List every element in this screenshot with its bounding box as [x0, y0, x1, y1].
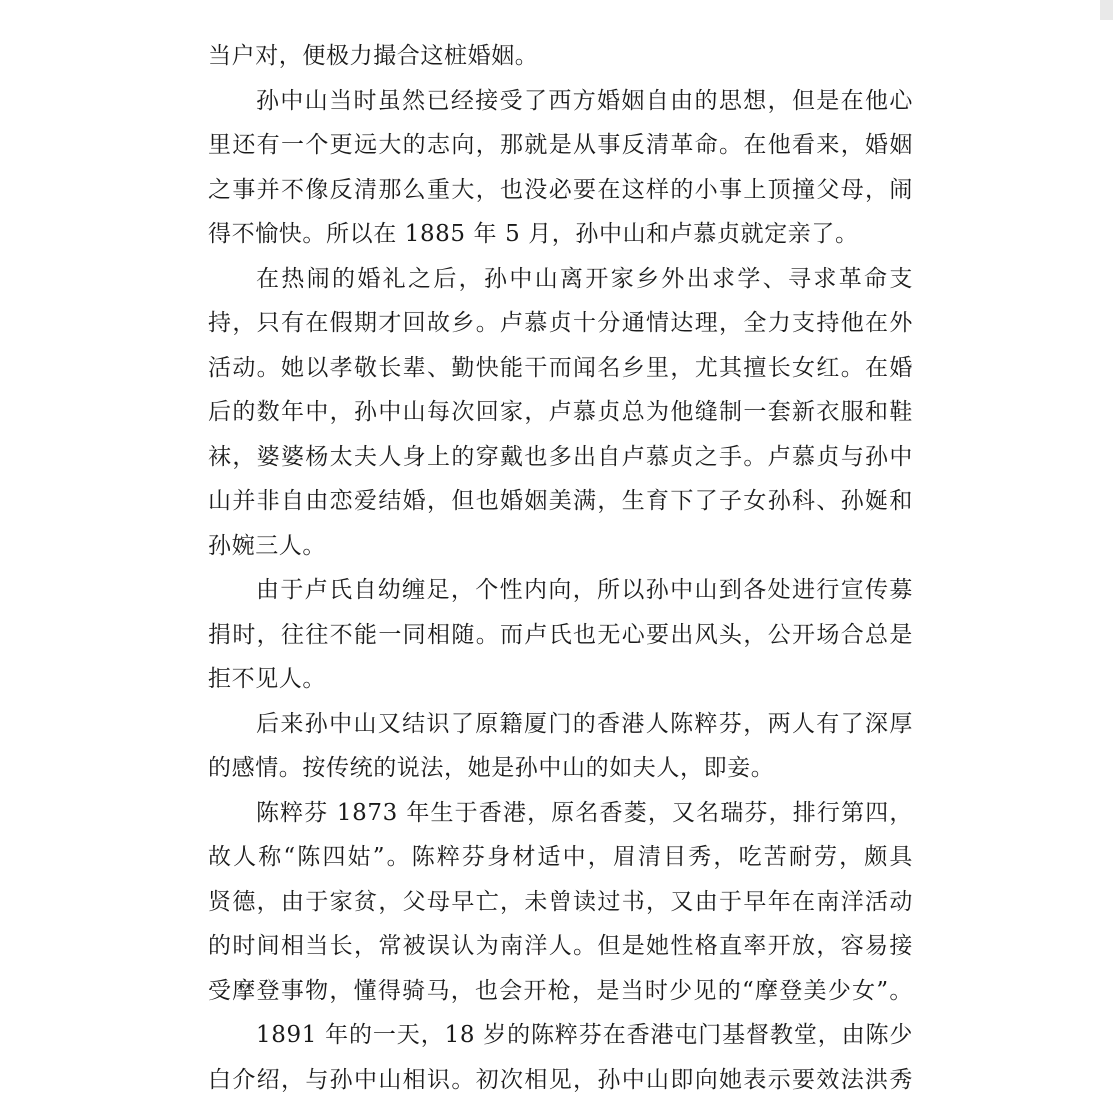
text-line: 袜，婆婆杨太夫人身上的穿戴也多出自卢慕贞之手。卢慕贞与孙中 [208, 443, 913, 470]
text-line: 的感情。按传统的说法，她是孙中山的如夫人，即妾。 [208, 755, 775, 781]
text-line: 贤德，由于家贫，父母早亡，未曾读过书，又由于早年在南洋活动 [208, 888, 913, 915]
text-line: 得不愉快。所以在 1885 年 5 月，孙中山和卢慕贞就定亲了。 [208, 221, 859, 247]
scan-corner-mark [1100, 0, 1113, 20]
text-line: 山并非自由恋爱结婚，但也婚姻美满，生育下了子女孙科、孙娫和 [208, 488, 913, 514]
text-line: 白介绍，与孙中山相识。初次相见，孙中山即向她表示要效法洪秀 [208, 1066, 913, 1093]
body-text [208, 34, 913, 1102]
text-line: 里还有一个更远大的志向，那就是从事反清革命。在他看来，婚姻 [208, 132, 913, 158]
text-line: 持，只有在假期才回故乡。卢慕贞十分通情达理，全力支持他在外 [208, 310, 913, 336]
text-line: 故人称“陈四姑”。陈粹芬身材适中，眉清目秀，吃苦耐劳，颇具 [208, 844, 913, 870]
text-line: 活动。她以孝敬长辈、勤快能干而闻名乡里，尤其擅长女红。在婚 [208, 354, 913, 381]
text-line: 拒不见人。 [208, 666, 326, 692]
text-line: 捐时，往往不能一同相随。而卢氏也无心要出风头，公开场合总是 [208, 621, 913, 648]
text-line: 之事并不像反清那么重大，也没必要在这样的小事上顶撞父母，闹 [208, 176, 913, 203]
text-line: 孙婉三人。 [208, 532, 326, 559]
text-line: 在热闹的婚礼之后，孙中山离开家乡外出求学、寻求革命支 [256, 265, 913, 292]
text-line: 当户对，便极力撮合这桩婚姻。 [208, 43, 539, 69]
text-line: 受摩登事物，懂得骑马，也会开枪，是当时少见的“摩登美少女”。 [208, 977, 913, 1004]
text-line: 由于卢氏自幼缠足，个性内向，所以孙中山到各处进行宣传募 [256, 577, 913, 603]
text-line: 孙中山当时虽然已经接受了西方婚姻自由的思想，但是在他心 [256, 87, 913, 114]
text-line: 陈粹芬 1873 年生于香港，原名香菱，又名瑞芬，排行第四， [256, 799, 913, 826]
text-line: 1891 年的一天，18 岁的陈粹芬在香港屯门基督教堂，由陈少 [256, 1022, 913, 1048]
text-line: 后的数年中，孙中山每次回家，卢慕贞总为他缝制一套新衣服和鞋 [208, 399, 913, 425]
text-line: 后来孙中山又结识了原籍厦门的香港人陈粹芬，两人有了深厚 [256, 710, 913, 737]
text-line: 的时间相当长，常被误认为南洋人。但是她性格直率开放，容易接 [208, 933, 913, 959]
